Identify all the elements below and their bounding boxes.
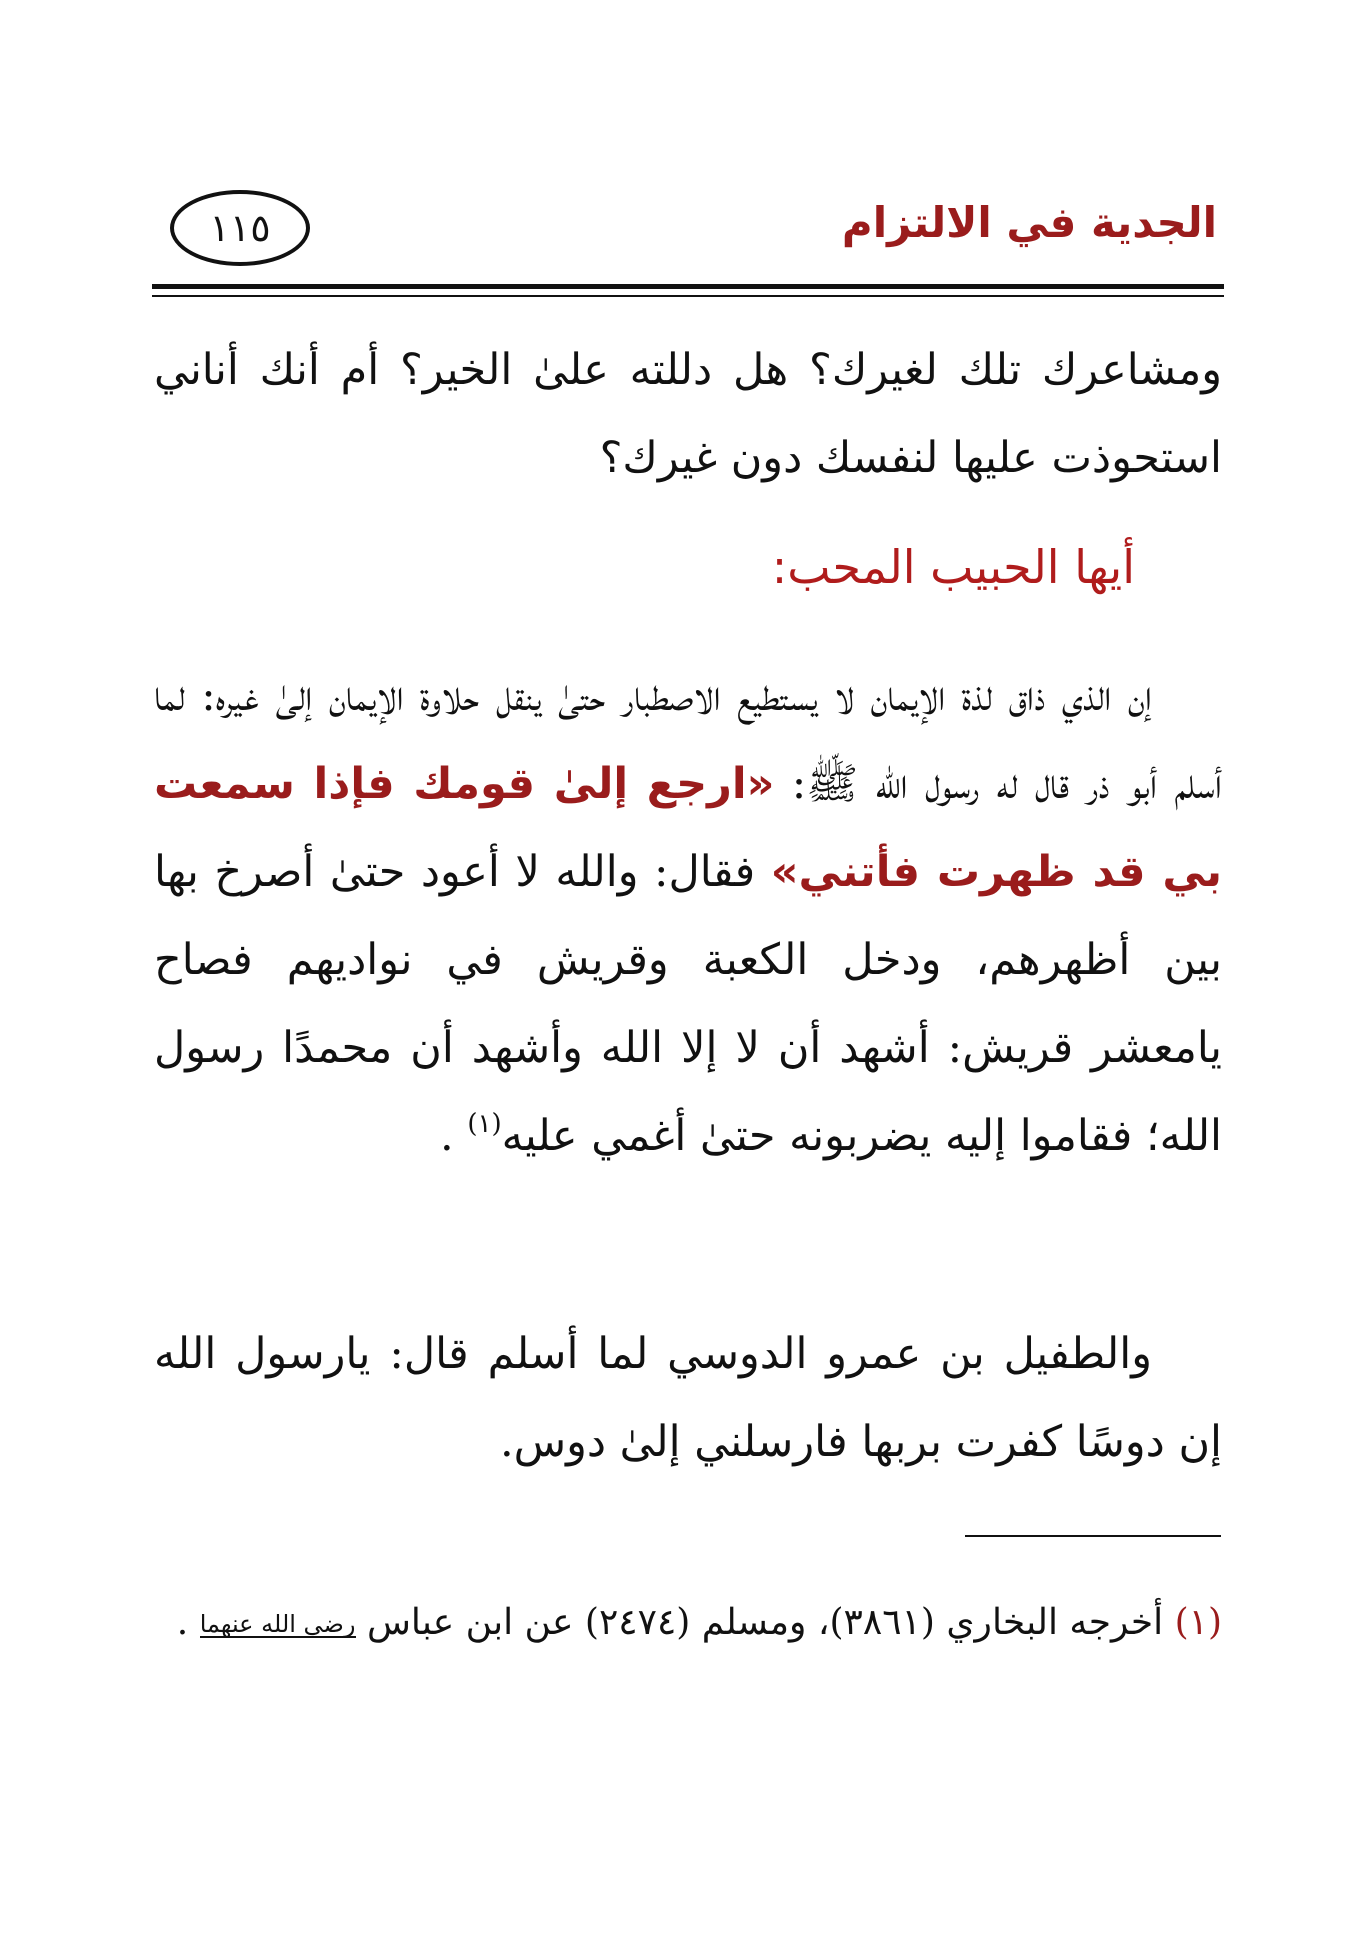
paragraph-2-intro: إن الذي ذاق لذة الإيمان لا يستطيع الاصطبار حتىٰ ينقل حلاوة الإيمان إلىٰ غيره: لما أسلم أبو ذر قال له رسول الله ﷺ: xyxy=(154,671,1223,809)
paragraph-1: ومشاعرك تلك لغيرك؟ هل دللته علىٰ الخير؟ أم أنك أناني استحوذت عليها لنفسك دون غيرك؟ xyxy=(154,345,1222,483)
paragraph-2-end: . xyxy=(440,1111,454,1161)
footnote-separator xyxy=(965,1535,1221,1537)
honorific-glyph: رضي الله عنهما xyxy=(199,1610,356,1638)
header-rule-secondary xyxy=(152,295,1224,297)
hadith-quote: «ارجع إلىٰ قومك فإذا سمعت بي قد ظهرت فأتني» xyxy=(154,759,1222,897)
header-rule xyxy=(152,284,1224,289)
paragraph-2 xyxy=(154,652,1222,1180)
footnote-number: (١) xyxy=(1174,1602,1222,1643)
page-number: ١١٥ xyxy=(170,190,310,266)
paragraph-3: والطفيل بن عمرو الدوسي لما أسلم قال: يارسول الله إن دوسًا كفرت بربها فارسلني إلىٰ دوس. xyxy=(154,1329,1222,1467)
paragraph-2-continuation: فقال: والله لا أعود حتىٰ أصرخ بها بين أظهرهم، ودخل الكعبة وقريش في نواديهم فصاح يامعشر قريش: أشهد أن لا إلا الله وأشهد أن محمدًا رسول الله؛ فقاموا إليه يضربونه حتىٰ أغمي عليه xyxy=(154,847,1222,1161)
footnote-text: أخرجه البخاري (٣٨٦١)، ومسلم (٢٤٧٤) عن ابن عباس xyxy=(366,1602,1164,1643)
footnote xyxy=(154,1575,1222,1670)
footnote-marker: (١) xyxy=(467,1109,502,1139)
running-title: الجدية في الالتزام xyxy=(841,198,1217,247)
footnote-end: . xyxy=(176,1602,189,1643)
section-subheading: أيها الحبيب المحب: xyxy=(771,540,1135,594)
